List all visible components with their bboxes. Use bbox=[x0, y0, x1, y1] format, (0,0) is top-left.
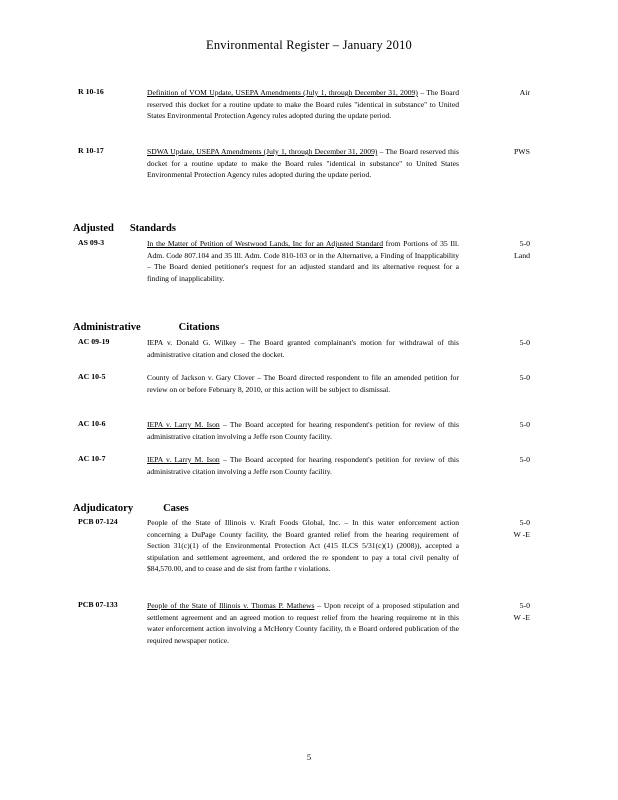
category-line: W -E bbox=[513, 612, 530, 622]
entry-text: – The Board accepted for hearing respondent's petition for review of this administrative citation involving a Jeffe rson County facility. bbox=[147, 420, 459, 441]
category-line: 5-0 bbox=[519, 455, 530, 464]
section-heading-adjudicatory-cases bbox=[73, 503, 189, 514]
docket-number: AC 10-7 bbox=[78, 454, 106, 463]
section-heading-word: Cases bbox=[163, 503, 189, 514]
entry-body bbox=[147, 146, 459, 181]
entry-body bbox=[147, 238, 459, 284]
entry-text: IEPA v. Donald G. Wilkey – The Board granted complainant's motion for withdrawal of this administrative citation and closed the docket. bbox=[147, 338, 459, 359]
section-heading-administrative-citations bbox=[73, 322, 220, 333]
entry-text: – The Board accepted for hearing respondent's petition for review of this administrative citation involving a Jeffe rson County facility. bbox=[147, 455, 459, 476]
entry-title: IEPA v. Larry M. Ison bbox=[147, 455, 220, 464]
category-line: 5-0 bbox=[519, 420, 530, 429]
page-number: 5 bbox=[306, 752, 312, 762]
docket-number: AC 10-5 bbox=[78, 372, 106, 381]
section-heading-adjusted-standards bbox=[73, 223, 176, 234]
entry-title: IEPA v. Larry M. Ison bbox=[147, 420, 220, 429]
entry-text: – Upon receipt of a proposed stipulation and settlement agreement and an agreed motion to request relief from the hearing requireme nt in this water enforcement action involving a McHenry County facility, th e Board ordered publication of the required newspaper notice. bbox=[147, 601, 460, 645]
entry-category bbox=[490, 146, 530, 158]
entry-category bbox=[490, 517, 530, 540]
entry-text: People of the State of Illinois v. Kraft Foods Global, Inc. – In this water enforcement action concerning a DuPage County facility, the Board granted relief from the hearing requirement of Section 31(c)(1) of the Environmental Protection Act (415 ILCS 5/31(c)(1) (2008)), accepted a stipulation and settlement agreement, and ordered the re spondent to pay a total civil penalty of $84,570.00, and to cease and de sist from farthe r violations. bbox=[147, 518, 459, 573]
entry-text: – The Board reserved this docket for a routine update to make the Board rules "identical in substance" to United States Environmental Protection Agency rules adopted during the update period. bbox=[147, 147, 459, 179]
entry-category bbox=[490, 419, 530, 431]
docket-number: AC 09-19 bbox=[78, 337, 110, 346]
docket-number: PCB 07-124 bbox=[78, 517, 118, 526]
entry-body bbox=[147, 517, 459, 575]
category-line: W -E bbox=[513, 529, 530, 539]
entry-category bbox=[490, 238, 530, 261]
section-heading-word: Standards bbox=[129, 223, 176, 234]
docket-number: R 10-16 bbox=[78, 87, 104, 96]
section-heading-word: Adjusted bbox=[73, 223, 114, 234]
entry-body bbox=[147, 419, 459, 442]
entry-category bbox=[490, 600, 530, 623]
page-header: Environmental Register – January 2010 bbox=[206, 38, 412, 52]
section-heading-word: Administrative bbox=[73, 322, 141, 333]
section-heading-word: Citations bbox=[178, 322, 220, 333]
category-line: 5-0 bbox=[519, 518, 530, 527]
entry-category bbox=[490, 372, 530, 384]
category-line: PWS bbox=[513, 147, 530, 156]
entry-body bbox=[147, 454, 459, 477]
category-line: 5-0 bbox=[519, 373, 530, 382]
entry-body bbox=[147, 372, 459, 395]
entry-text: – The Board reserved this docket for a routine update to make the Board rules "identical in substance" to United States Environmental Protection Agency rules adopted during the update period. bbox=[147, 88, 459, 120]
entry-title: People of the State of Illinois v. Thomas P. Mathews bbox=[147, 601, 315, 610]
entry-title: SDWA Update, USEPA Amendments (July 1, through December 31, 2009) bbox=[147, 147, 378, 156]
entry-title: Definition of VOM Update, USEPA Amendments (July 1, through December 31, 2009) bbox=[147, 88, 418, 97]
category-line: 5-0 bbox=[519, 601, 530, 610]
docket-number: AS 09-3 bbox=[78, 238, 105, 247]
entry-body bbox=[147, 87, 459, 122]
entry-text: County of Jackson v. Gary Clover – The Board directed respondent to file an amended petition for review on or before February 8, 2010, or this action will be subject to dismissal. bbox=[147, 373, 459, 394]
category-line: 5-0 bbox=[519, 338, 530, 347]
category-line: 5-0 bbox=[519, 239, 530, 248]
category-line: Land bbox=[513, 250, 530, 260]
entry-category bbox=[490, 337, 530, 349]
docket-number: R 10-17 bbox=[78, 146, 104, 155]
entry-body bbox=[147, 337, 459, 360]
docket-number: PCB 07-133 bbox=[78, 600, 118, 609]
entry-title: In the Matter of Petition of Westwood Lands, Inc for an Adjusted Standard bbox=[147, 239, 384, 248]
category-line: Air bbox=[519, 88, 530, 97]
entry-text: from Portions of 35 Ill. Adm. Code 807.104 and 35 Ill. Adm. Code 810-103 or in the Alternative, a Finding of Inapplicability – The Board denied petitioner's request for an adjusted standard and its alternative request for a finding of inapplicability. bbox=[147, 239, 459, 283]
section-heading-word: Adjudicatory bbox=[73, 503, 134, 514]
docket-number: AC 10-6 bbox=[78, 419, 106, 428]
entry-category bbox=[490, 87, 530, 99]
entry-body bbox=[147, 600, 459, 646]
entry-category bbox=[490, 454, 530, 466]
